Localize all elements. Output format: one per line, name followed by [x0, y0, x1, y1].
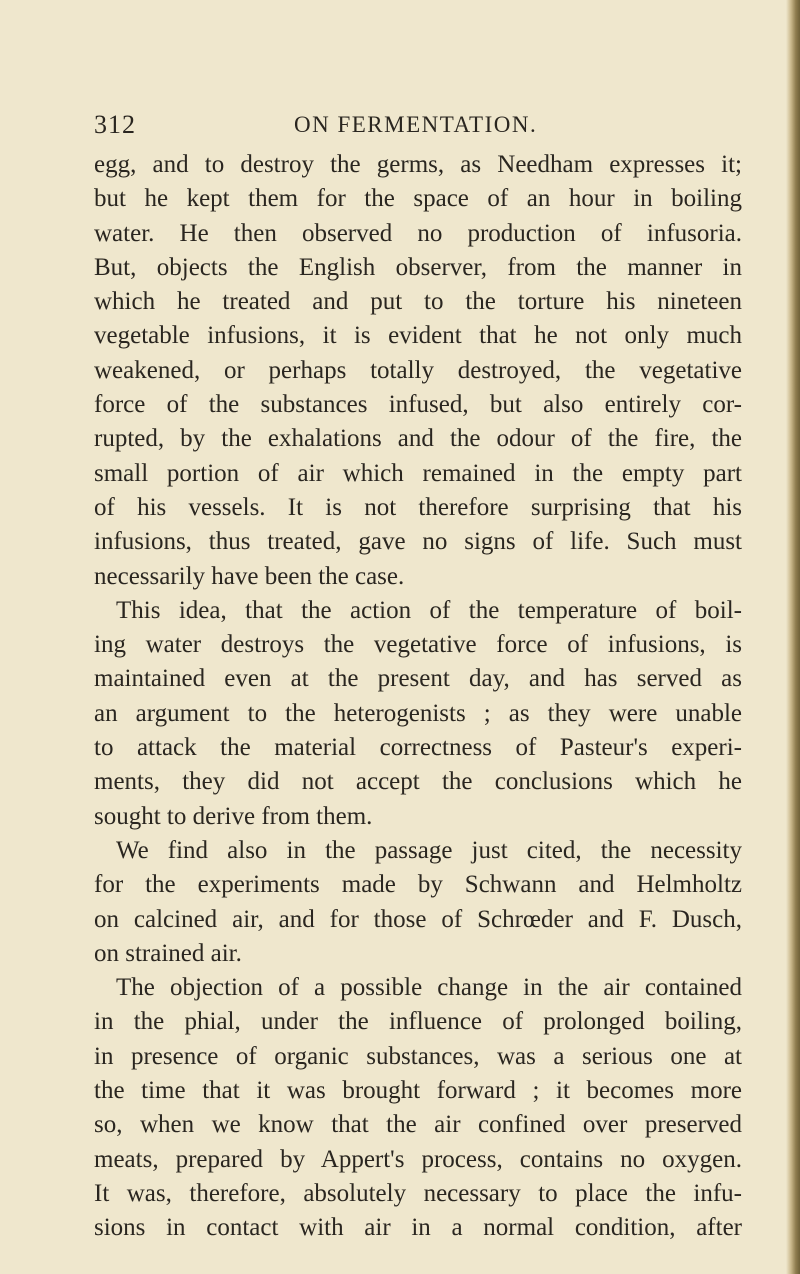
text-line: which he treated and put to the torture his nineteen — [94, 288, 742, 316]
text-line: egg, and to destroy the germs, as Needham expresses it; — [94, 151, 742, 178]
text-line: meats, prepared by Appert's process, contains no oxygen. — [94, 1145, 742, 1173]
text-line: force of the substances infused, but also entirely cor- — [94, 391, 742, 419]
running-title: ON FERMENTATION. — [294, 112, 538, 137]
text-line: vegetable infusions, it is evident that he not only much — [94, 322, 742, 350]
text-line: in the phial, under the influence of prolonged boiling, — [94, 1008, 742, 1036]
text-line: an argument to the heterogenists ; as they were unable — [94, 699, 742, 727]
text-line: ing water destroys the vegetative force of infusions, is — [94, 631, 742, 659]
text-line: sought to derive from them. — [94, 802, 373, 830]
page-header — [94, 110, 744, 144]
text-line: small portion of air which remained in the empty part — [94, 459, 742, 487]
text-line: on calcined air, and for those of Schrœder and F. Dusch, — [94, 905, 742, 933]
page-number: 312 — [94, 110, 136, 139]
text-line: in presence of organic substances, was a serious one at — [94, 1042, 742, 1070]
text-line: of his vessels. It is not therefore surprising that his — [94, 493, 742, 521]
page-edge — [786, 0, 800, 1274]
text-line: on strained air. — [94, 939, 242, 967]
text-line: water. He then observed no production of infusoria. — [94, 219, 742, 247]
text-line: maintained even at the present day, and has served as — [94, 665, 742, 693]
text-line: ments, they did not accept the conclusions which he — [94, 768, 742, 796]
text-line: The objection of a possible change in the air contained — [116, 974, 742, 1002]
text-line: infusions, thus treated, gave no signs of life. Such must — [94, 528, 742, 556]
text-line: rupted, by the exhalations and the odour of the fire, the — [94, 425, 742, 453]
text-line: to attack the material correctness of Pasteur's experi- — [94, 734, 742, 762]
body-text — [94, 148, 742, 1246]
text-line: sions in contact with air in a normal condition, after — [94, 1214, 742, 1242]
text-line: But, objects the English observer, from the manner in — [94, 253, 742, 281]
text-line: the time that it was brought forward ; it becomes more — [94, 1077, 742, 1105]
text-line: for the experiments made by Schwann and Helmholtz — [94, 871, 742, 899]
text-line: weakened, or perhaps totally destroyed, the vegetative — [94, 356, 742, 384]
text-line: It was, therefore, absolutely necessary to place the infu- — [94, 1179, 742, 1207]
text-line: We find also in the passage just cited, the necessity — [116, 836, 742, 864]
text-line: necessarily have been the case. — [94, 562, 405, 590]
text-line: This idea, that the action of the temperature of boil- — [116, 596, 742, 624]
text-line: but he kept them for the space of an hour in boiling — [94, 185, 742, 213]
text-line: so, when we know that the air confined over preserved — [94, 1111, 742, 1139]
